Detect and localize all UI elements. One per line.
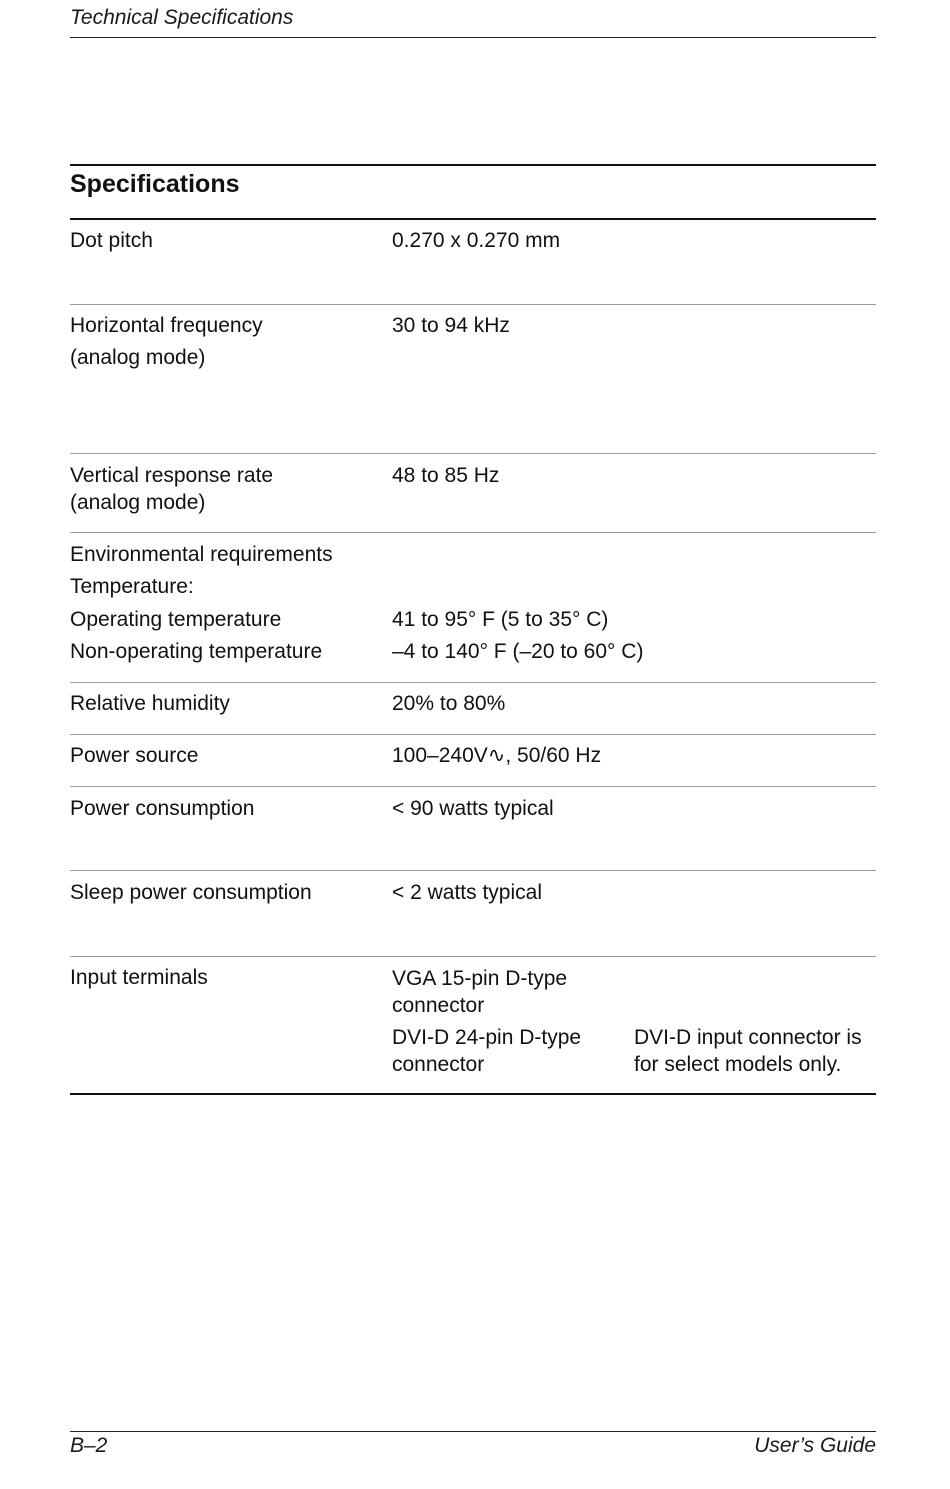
title-bottom-rule [70,218,876,220]
row-divider [70,734,876,735]
spec-label-power-consumption: Power consumption [70,797,255,820]
spec-label-horizontal-frequency: Horizontal frequency [70,314,263,337]
spec-label-operating-temperature: Operating temperature [70,608,282,631]
running-header: Technical Specifications [70,6,294,29]
spec-note-dvi-cont: for select models only. [634,1053,842,1076]
row-divider [70,870,876,871]
page-number: B–2 [70,1434,108,1457]
spec-value-vertical-response: 48 to 85 Hz [392,464,500,487]
spec-label-vertical-response: Vertical response rate [70,464,274,487]
spec-note-dvi: DVI-D input connector is [634,1026,862,1049]
spec-value-power-source: 100–240V∿, 50/60 Hz [392,744,602,767]
spec-value-power-consumption: < 90 watts typical [392,797,554,820]
spec-value-nonoperating-temperature: –4 to 140° F (–20 to 60° C) [392,640,644,663]
spec-value-vga-connector: VGA 15-pin D-type [392,967,568,990]
spec-label-nonoperating-temperature: Non-operating temperature [70,640,323,663]
spec-value-operating-temperature: 41 to 95° F (5 to 35° C) [392,608,609,631]
footer-rule [70,1431,876,1432]
spec-label-sleep-power: Sleep power consumption [70,881,312,904]
spec-value-vga-connector-cont: connector [392,994,485,1017]
spec-label-horizontal-frequency-mode: (analog mode) [70,346,206,369]
row-divider [70,304,876,305]
row-divider [70,786,876,787]
spec-value-dvi-connector-cont: connector [392,1053,485,1076]
spec-label-vertical-response-mode: (analog mode) [70,491,206,514]
table-bottom-rule [70,1093,876,1095]
row-divider [70,453,876,454]
row-divider [70,956,876,957]
spec-value-humidity: 20% to 80% [392,692,506,715]
table-top-rule [70,164,876,166]
spec-label-input-terminals: Input terminals [70,966,208,989]
spec-label-temperature: Temperature: [70,575,194,598]
section-title: Specifications [70,170,240,198]
spec-label-dot-pitch: Dot pitch [70,229,153,252]
spec-value-sleep-power: < 2 watts typical [392,881,542,904]
guide-title: User’s Guide [754,1434,876,1457]
spec-value-horizontal-frequency: 30 to 94 kHz [392,314,510,337]
row-divider [70,682,876,683]
spec-label-environmental: Environmental requirements [70,543,333,566]
spec-label-power-source: Power source [70,744,199,767]
spec-value-dot-pitch: 0.270 x 0.270 mm [392,229,561,252]
spec-label-humidity: Relative humidity [70,692,230,715]
row-divider [70,532,876,533]
header-rule [70,37,876,38]
spec-value-dvi-connector: DVI-D 24-pin D-type [392,1026,582,1049]
